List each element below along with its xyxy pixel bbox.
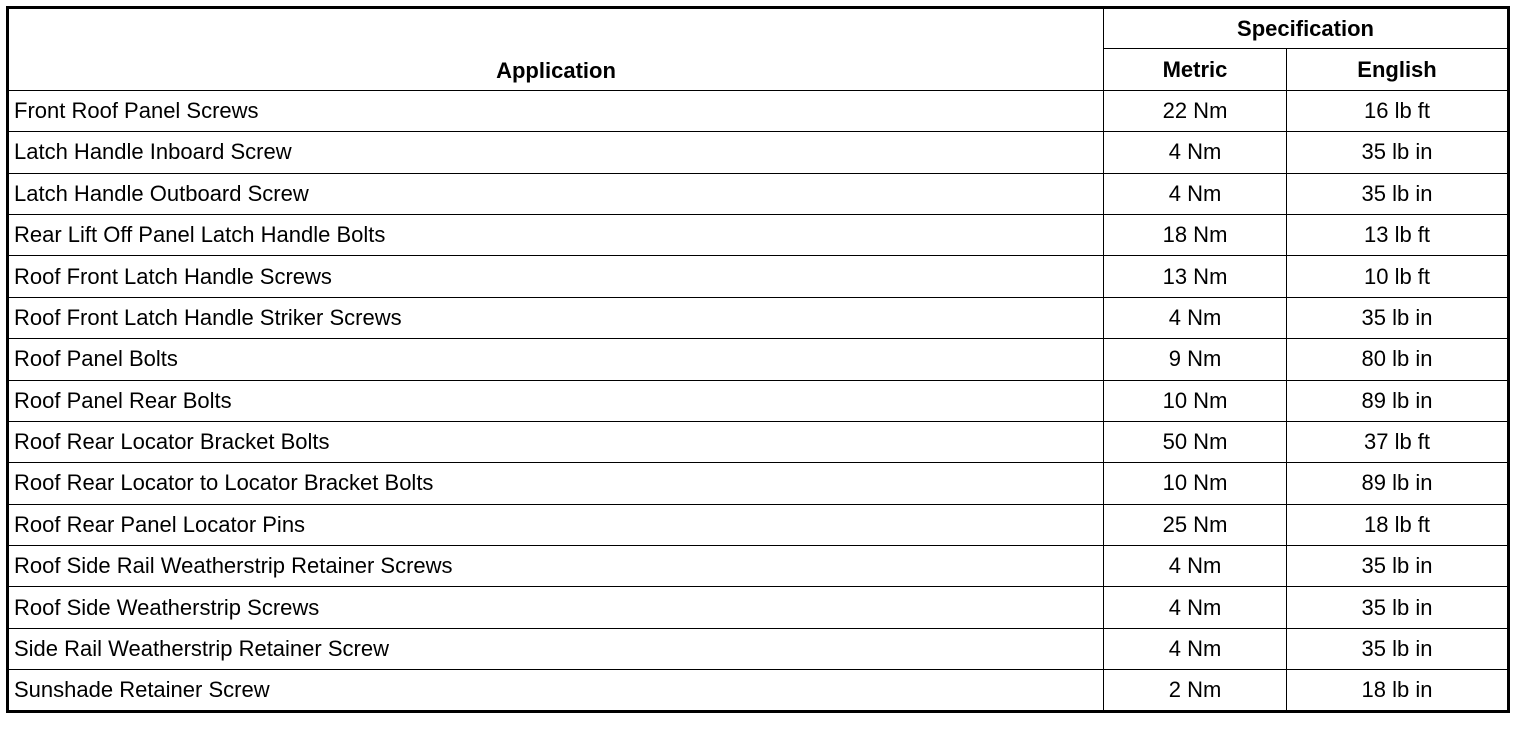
application-cell: Rear Lift Off Panel Latch Handle Bolts	[8, 214, 1104, 255]
metric-cell: 4 Nm	[1104, 132, 1287, 173]
application-cell: Roof Side Weatherstrip Screws	[8, 587, 1104, 628]
english-cell: 89 lb in	[1287, 463, 1509, 504]
header-row-top	[8, 8, 1509, 49]
table-row	[8, 504, 1509, 545]
english-cell: 35 lb in	[1287, 628, 1509, 669]
english-cell: 35 lb in	[1287, 546, 1509, 587]
table-row	[8, 628, 1509, 669]
metric-cell: 10 Nm	[1104, 463, 1287, 504]
english-cell: 16 lb ft	[1287, 90, 1509, 131]
metric-cell: 13 Nm	[1104, 256, 1287, 297]
english-cell: 80 lb in	[1287, 339, 1509, 380]
metric-cell: 18 Nm	[1104, 214, 1287, 255]
metric-cell: 4 Nm	[1104, 587, 1287, 628]
application-cell: Front Roof Panel Screws	[8, 90, 1104, 131]
table-row	[8, 90, 1509, 131]
application-cell: Roof Side Rail Weatherstrip Retainer Screws	[8, 546, 1104, 587]
application-cell: Roof Front Latch Handle Screws	[8, 256, 1104, 297]
english-cell: 37 lb ft	[1287, 421, 1509, 462]
metric-cell: 50 Nm	[1104, 421, 1287, 462]
metric-cell: 4 Nm	[1104, 297, 1287, 338]
metric-cell: 4 Nm	[1104, 628, 1287, 669]
specification-header: Specification	[1104, 8, 1509, 49]
application-cell: Roof Rear Locator to Locator Bracket Bolts	[8, 463, 1104, 504]
english-cell: 89 lb in	[1287, 380, 1509, 421]
metric-cell: 10 Nm	[1104, 380, 1287, 421]
torque-spec-table	[6, 6, 1510, 713]
table-body	[8, 90, 1509, 711]
table-row	[8, 670, 1509, 711]
english-cell: 18 lb ft	[1287, 504, 1509, 545]
application-header: Application	[8, 8, 1104, 91]
english-header: English	[1287, 49, 1509, 90]
english-cell: 35 lb in	[1287, 173, 1509, 214]
application-cell: Sunshade Retainer Screw	[8, 670, 1104, 711]
table-row	[8, 297, 1509, 338]
metric-header: Metric	[1104, 49, 1287, 90]
english-cell: 10 lb ft	[1287, 256, 1509, 297]
english-cell: 35 lb in	[1287, 297, 1509, 338]
table-row	[8, 587, 1509, 628]
application-cell: Side Rail Weatherstrip Retainer Screw	[8, 628, 1104, 669]
application-cell: Roof Front Latch Handle Striker Screws	[8, 297, 1104, 338]
application-cell: Latch Handle Outboard Screw	[8, 173, 1104, 214]
table-row	[8, 214, 1509, 255]
table-row	[8, 546, 1509, 587]
metric-cell: 4 Nm	[1104, 546, 1287, 587]
table-row	[8, 421, 1509, 462]
table-row	[8, 256, 1509, 297]
english-cell: 35 lb in	[1287, 132, 1509, 173]
metric-cell: 22 Nm	[1104, 90, 1287, 131]
application-cell: Roof Panel Bolts	[8, 339, 1104, 380]
english-cell: 18 lb in	[1287, 670, 1509, 711]
metric-cell: 4 Nm	[1104, 173, 1287, 214]
table-row	[8, 173, 1509, 214]
english-cell: 13 lb ft	[1287, 214, 1509, 255]
table-row	[8, 339, 1509, 380]
table-row	[8, 380, 1509, 421]
table-row	[8, 463, 1509, 504]
metric-cell: 2 Nm	[1104, 670, 1287, 711]
application-cell: Latch Handle Inboard Screw	[8, 132, 1104, 173]
table-row	[8, 132, 1509, 173]
metric-cell: 9 Nm	[1104, 339, 1287, 380]
application-cell: Roof Panel Rear Bolts	[8, 380, 1104, 421]
table-header	[8, 8, 1509, 91]
english-cell: 35 lb in	[1287, 587, 1509, 628]
application-cell: Roof Rear Locator Bracket Bolts	[8, 421, 1104, 462]
application-cell: Roof Rear Panel Locator Pins	[8, 504, 1104, 545]
metric-cell: 25 Nm	[1104, 504, 1287, 545]
